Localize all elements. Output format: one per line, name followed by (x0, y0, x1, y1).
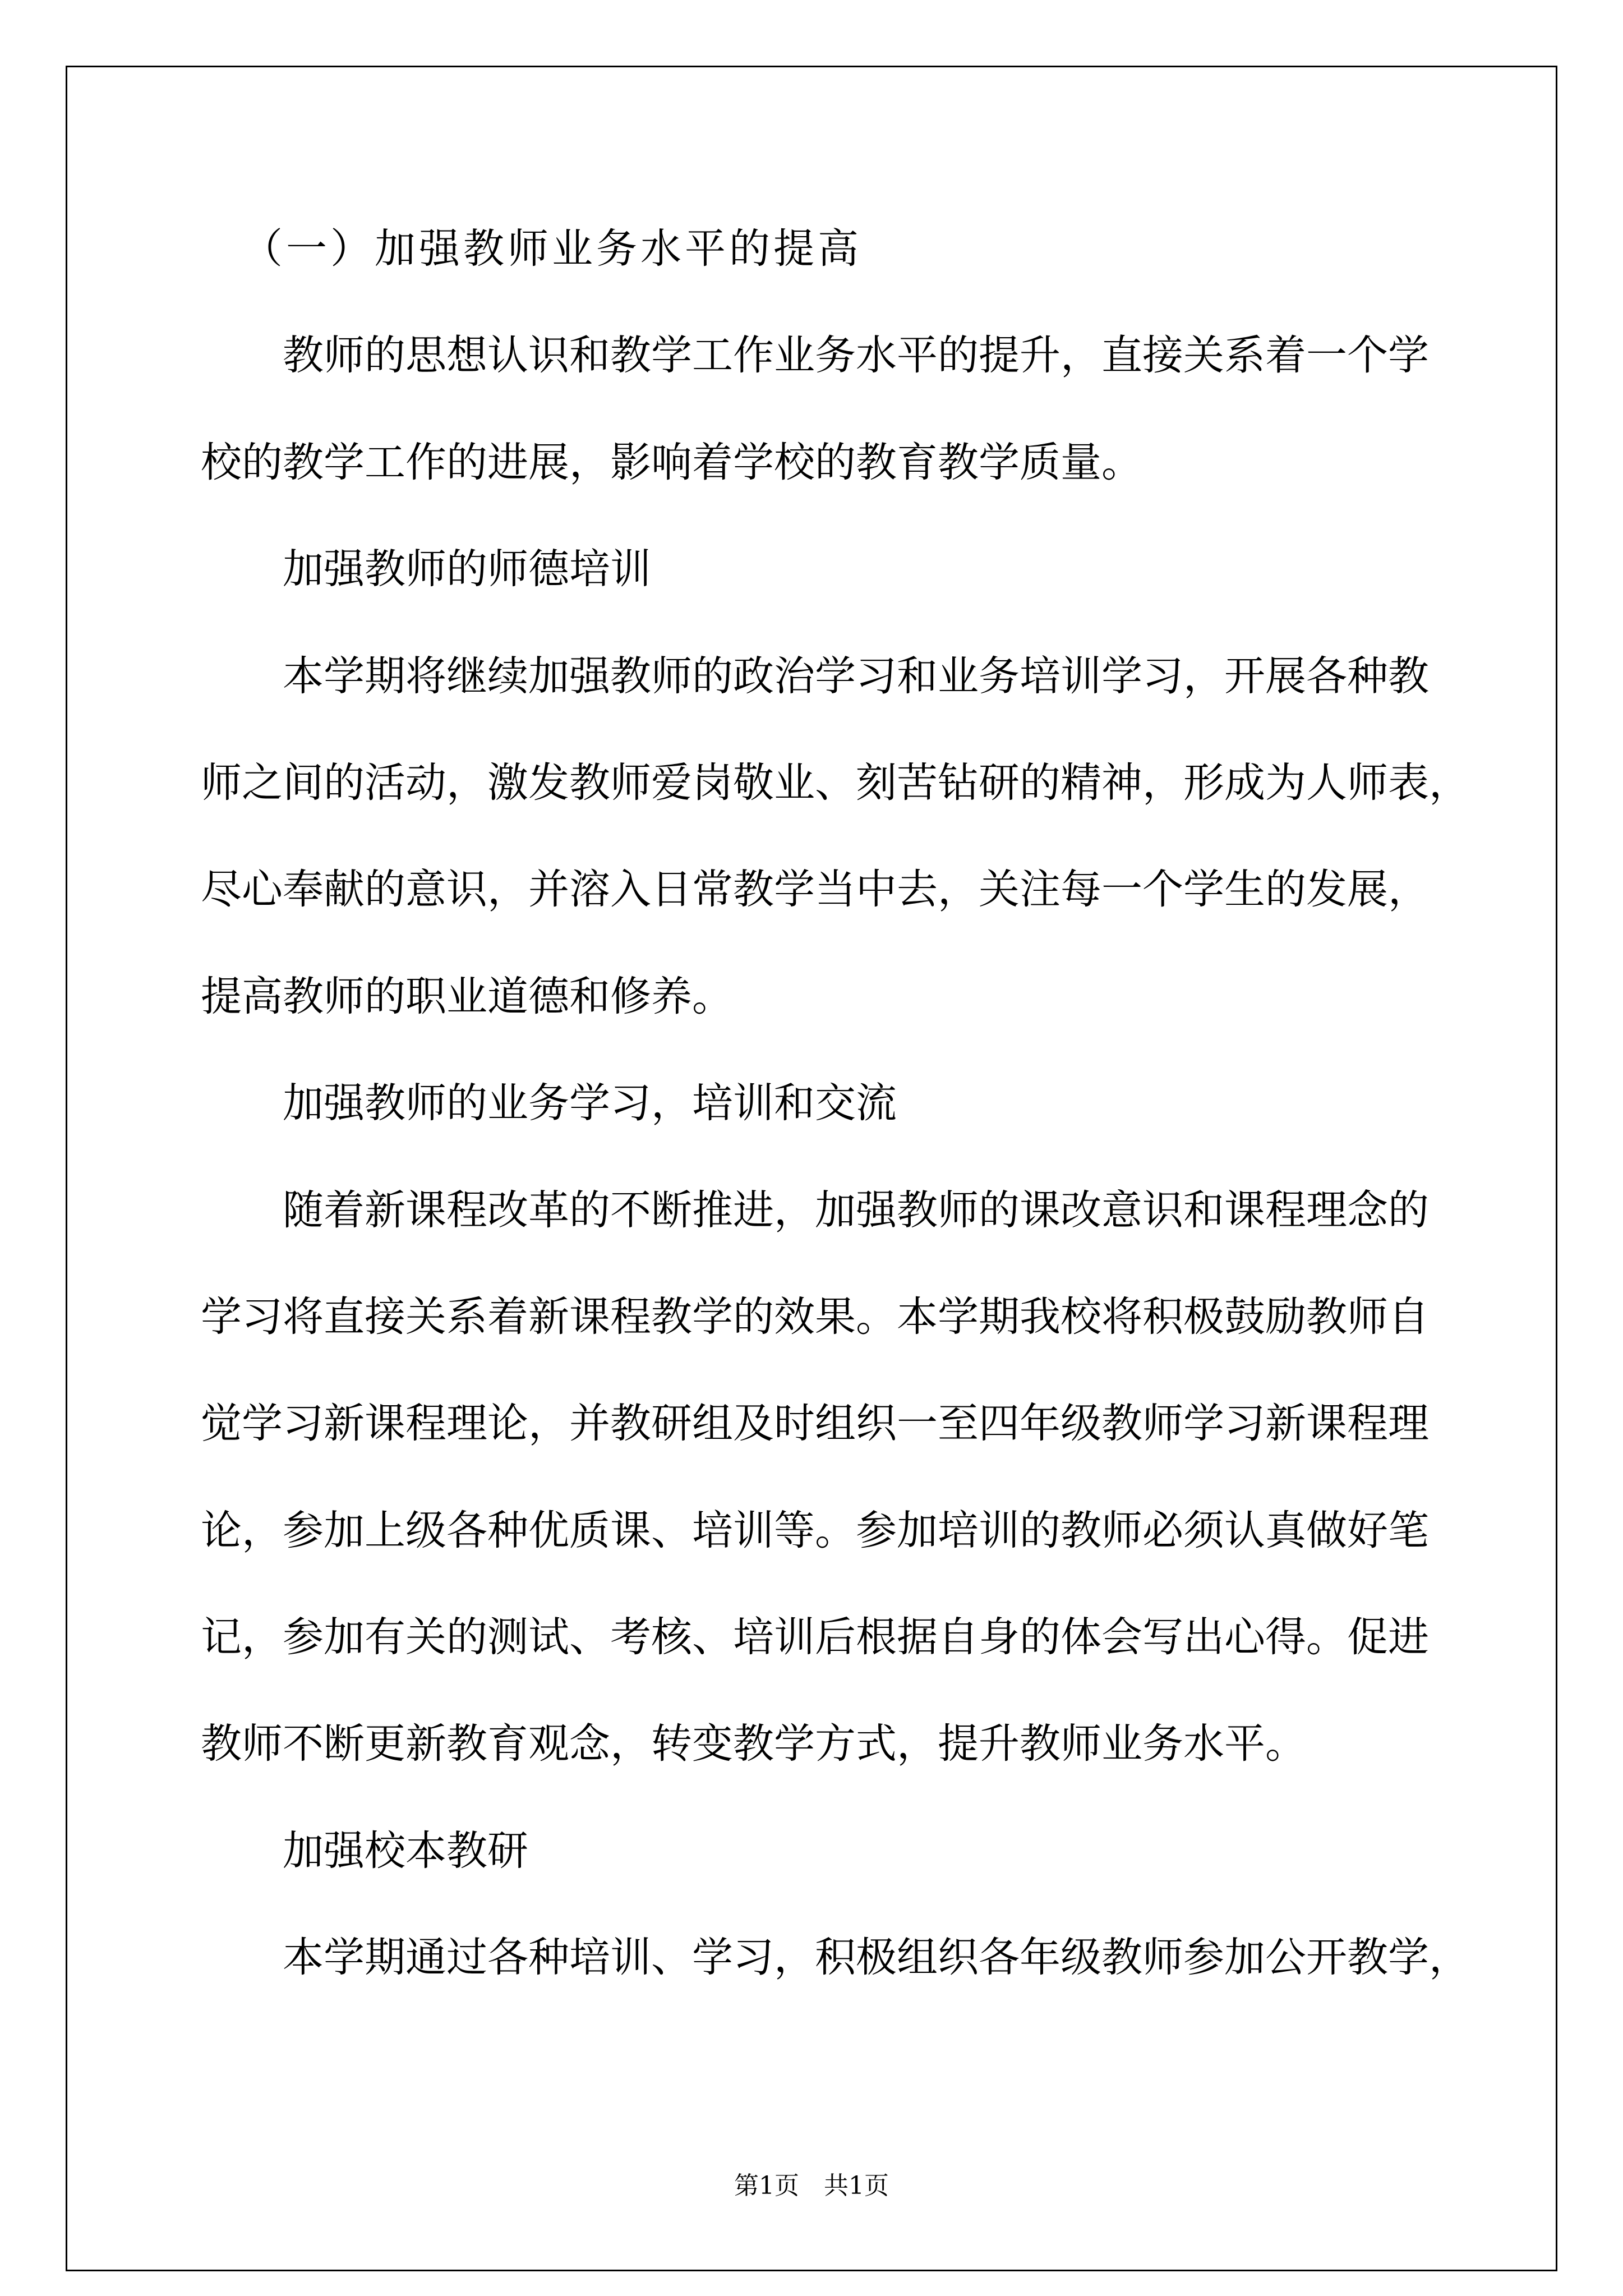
text-line: 尽心奉献的意识，并溶入日常教学当中去，关注每一个学生的发展， (201, 866, 1429, 914)
subheading (201, 1798, 1536, 1904)
subheading (201, 516, 1536, 623)
text-line: 随着新课程改革的不断推进，加强教师的课改意识和课程理念的 (283, 1186, 1429, 1234)
text-line: 学习将直接关系着新课程教学的效果。本学期我校将积极鼓励教师自 (201, 1292, 1429, 1341)
text-line: 本学期通过各种培训、学习，积极组织各年级教师参加公开教学， (283, 1934, 1470, 1982)
text-line: 校的教学工作的进展，影响着学校的教育教学质量。 (201, 438, 1142, 486)
text-line: 师之间的活动，激发教师爱岗敬业、刻苦钻研的精神，形成为人师表， (201, 758, 1470, 807)
text-line: 觉学习新课程理论，并教研组及时组织一至四年级教师学习新课程理 (201, 1400, 1429, 1448)
paragraph (201, 1904, 1536, 2011)
page-number: 第1页 共1页 (734, 2171, 889, 2200)
document-body (201, 196, 1536, 2012)
text-line: 提高教师的职业道德和修养。 (201, 972, 733, 1020)
page-footer (0, 2171, 1623, 2201)
text-line: 论，参加上级各种优质课、培训等。参加培训的教师必须认真做好笔 (201, 1506, 1429, 1554)
subheading-text: 加强教师的师德培训 (283, 545, 651, 593)
subheading-text: 加强教师的业务学习，培训和交流 (283, 1079, 897, 1128)
text-line: 记，参加有关的测试、考核、培训后根据自身的体会写出心得。促进 (201, 1613, 1429, 1662)
paragraph (201, 1157, 1536, 1798)
text-line: 本学期将继续加强教师的政治学习和业务培训学习，开展各种教 (283, 652, 1429, 700)
paragraph (201, 623, 1536, 1051)
section-heading: （一）加强教师业务水平的提高 (242, 225, 862, 273)
text-line: 教师的思想认识和教学工作业务水平的提升，直接关系着一个学 (283, 332, 1429, 380)
subheading (201, 1050, 1536, 1157)
subheading-text: 加强校本教研 (283, 1826, 528, 1875)
text-line: 教师不断更新教育观念，转变教学方式，提升教师业务水平。 (201, 1720, 1306, 1768)
paragraph (201, 302, 1536, 516)
